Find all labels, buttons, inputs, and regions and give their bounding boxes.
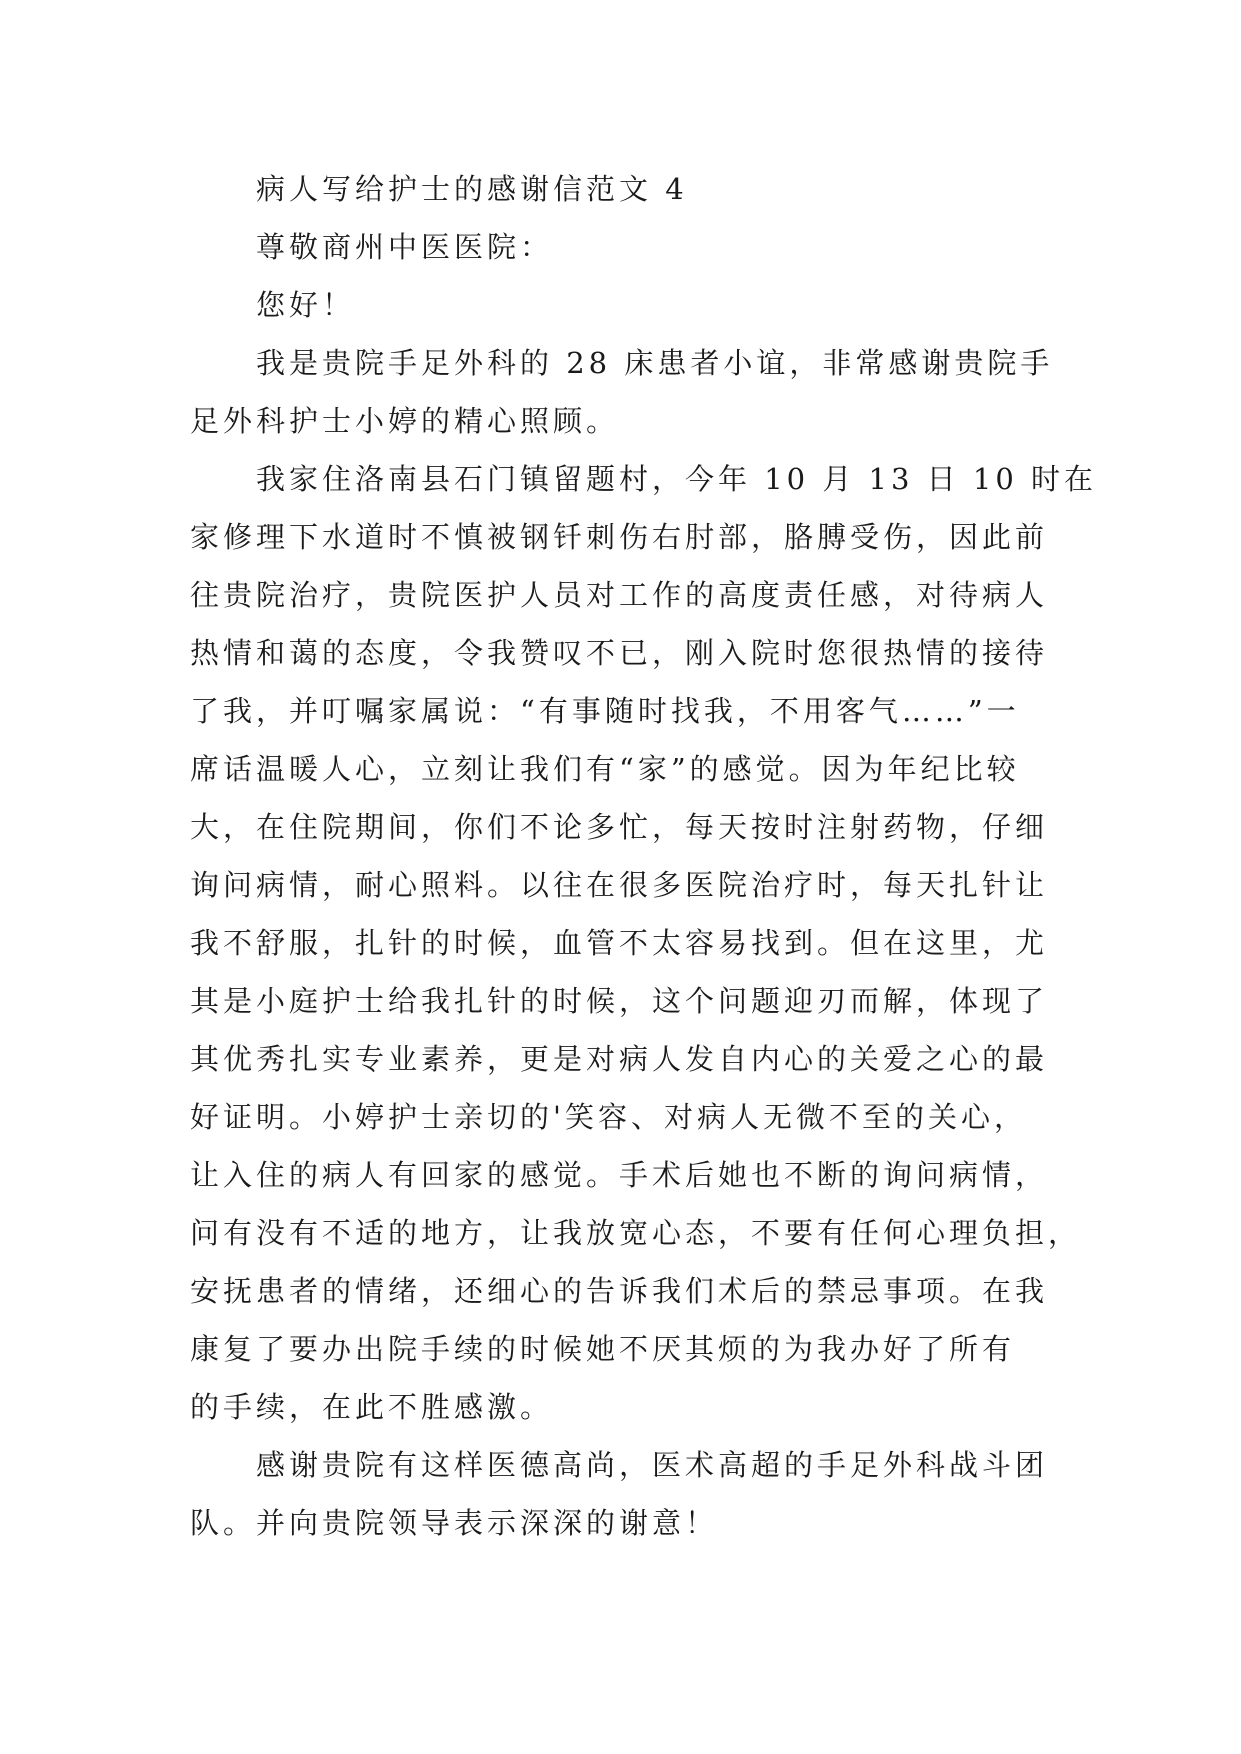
paragraph-2 bbox=[190, 450, 1098, 1436]
paragraph-line: 了我，并叮嘱家属说：“有事随时找我，不用客气……”一 bbox=[190, 694, 1020, 728]
paragraph-line: 队。并向贵院领导表示深深的谢意！ bbox=[190, 1506, 719, 1540]
paragraph-line: 其优秀扎实专业素养，更是对病人发自内心的关爱之心的最 bbox=[190, 1042, 1049, 1076]
paragraph-line: 康复了要办出院手续的时候她不厌其烦的为我办好了所有 bbox=[190, 1332, 1016, 1366]
paragraph-line: 我不舒服，扎针的时候，血管不太容易找到。但在这里，尤 bbox=[190, 926, 1049, 960]
paragraph-line: 家修理下水道时不慎被钢钎刺伤右肘部，胳膊受伤，因此前 bbox=[190, 520, 1049, 554]
paragraph-line: 询问病情，耐心照料。以往在很多医院治疗时，每天扎针让 bbox=[190, 868, 1049, 902]
paragraph-line: 问有没有不适的地方，让我放宽心态，不要有任何心理负担， bbox=[190, 1216, 1082, 1250]
paragraph-line: 我是贵院手足外科的 28 床患者小谊，非常感谢贵院手 bbox=[256, 346, 1054, 380]
paragraph-line: 大，在住院期间，你们不论多忙，每天按时注射药物，仔细 bbox=[190, 810, 1049, 844]
document-title: 病人写给护士的感谢信范文 4 bbox=[256, 172, 688, 206]
salutation: 尊敬商州中医医院： bbox=[256, 230, 554, 264]
paragraph-line: 热情和蔼的态度，令我赞叹不已，刚入院时您很热情的接待 bbox=[190, 636, 1049, 670]
paragraph-1 bbox=[190, 334, 1070, 450]
paragraph-line: 让入住的病人有回家的感觉。手术后她也不断的询问病情， bbox=[190, 1158, 1049, 1192]
letter-body bbox=[190, 160, 1098, 1552]
paragraph-line: 往贵院治疗，贵院医护人员对工作的高度责任感，对待病人 bbox=[190, 578, 1049, 612]
paragraph-line: 好证明。小婷护士亲切的'笑容、对病人无微不至的关心， bbox=[190, 1100, 1027, 1134]
paragraph-3 bbox=[190, 1436, 1070, 1552]
paragraph-line: 我家住洛南县石门镇留题村，今年 10 月 13 日 10 时在 bbox=[256, 462, 1098, 496]
greeting: 您好！ bbox=[256, 288, 356, 322]
paragraph-line: 席话温暖人心，立刻让我们有“家”的感觉。因为年纪比较 bbox=[190, 752, 1020, 786]
paragraph-line: 的手续，在此不胜感激。 bbox=[190, 1390, 554, 1424]
paragraph-line: 安抚患者的情绪，还细心的告诉我们术后的禁忌事项。在我 bbox=[190, 1274, 1049, 1308]
paragraph-line: 足外科护士小婷的精心照顾。 bbox=[190, 404, 620, 438]
paragraph-line: 其是小庭护士给我扎针的时候，这个问题迎刃而解，体现了 bbox=[190, 984, 1049, 1018]
paragraph-line: 感谢贵院有这样医德高尚，医术高超的手足外科战斗团 bbox=[256, 1448, 1049, 1482]
